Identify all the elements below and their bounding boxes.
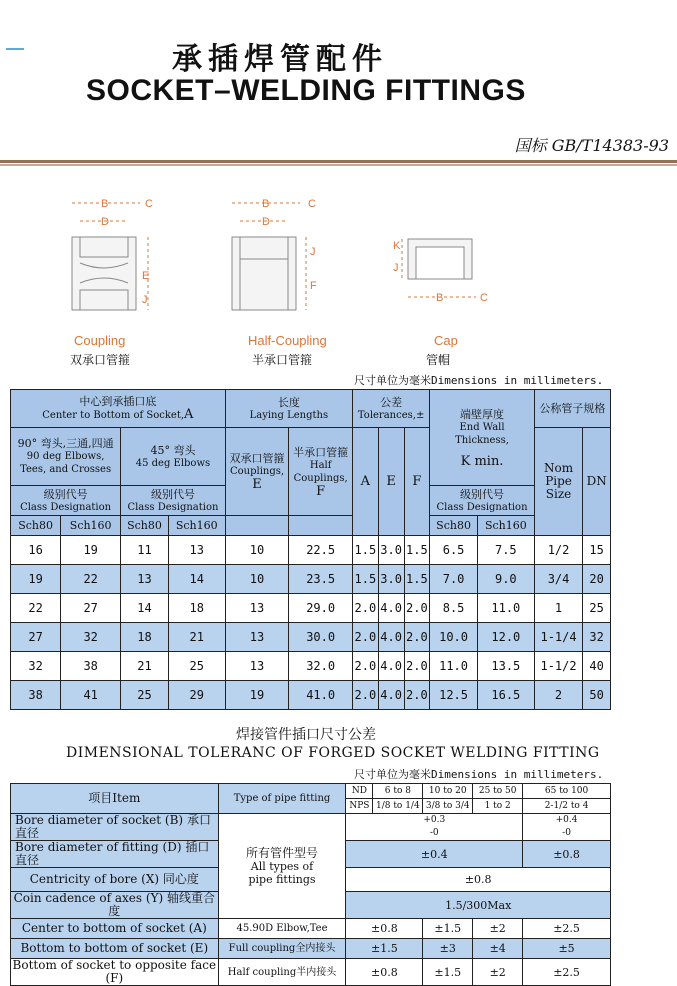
logo-mark [6,48,24,50]
section2-title-en: DIMENSIONAL TOLERANC OF FORGED SOCKET WELDING FITTING [66,745,600,761]
half-en: Half [309,459,332,471]
col-header-tolerance [352,390,429,428]
wall-header-k: K min. [460,453,504,469]
table-cell: 25 [121,681,169,710]
table-cell: 19 [61,536,121,565]
nd-value: 65 to 100 [523,784,611,799]
coup-e: E [252,477,262,492]
half-dim-b: B [262,198,270,210]
half-en2: Couplings, [293,472,348,484]
table-cell: 11 [121,536,169,565]
half-coupling-label-cn: 半承口管箍 [252,353,313,367]
table-cell: 13 [168,536,225,565]
sch160-header: Sch160 [477,516,534,536]
col-header-nps [534,428,582,536]
table-row [11,565,611,594]
table-cell: 2 [534,681,582,710]
nd-value: 6 to 8 [373,784,423,799]
tol-value: ±1.5 [423,959,473,986]
standard-code: 国标 GB/T14383-93 [514,136,669,155]
nps-value: 1/8 to 1/4 [373,799,423,814]
table-cell: 29 [168,681,225,710]
cap-dim-k: K [393,240,401,252]
sch80-header: Sch80 [121,516,169,536]
row-label: Bore diameter of socket (B) [15,813,184,827]
table-cell: 38 [61,652,121,681]
h90-cn: 90° 弯头,三通,四通 [17,437,114,450]
table-cell: 22.5 [289,536,353,565]
col-header-tol-e: E [378,428,404,536]
sch80-header: Sch80 [11,516,61,536]
laying-header-en: Laying Lengths [249,409,329,421]
class-en: Class Designation [127,501,219,513]
table-cell: 20 [583,565,611,594]
item-header: 项目Item [11,784,219,814]
tol-value: ±5 [523,939,611,959]
table-cell: 32 [61,623,121,652]
table-row [11,623,611,652]
table-cell: 41 [61,681,121,710]
table-cell: 2.0 [352,623,378,652]
table-cell: 4.0 [378,652,404,681]
type-half-coupling: Half coupling半内接头 [218,959,346,986]
table-cell: 27 [61,594,121,623]
col-header-laying [225,390,352,428]
nd-value: 10 to 20 [423,784,473,799]
h90-en: 90 deg Elbows, [26,451,105,462]
blank-cell [289,516,353,536]
table-cell: 16 [11,536,61,565]
page-title-en: SOCKET–WELDING FITTINGS [86,74,526,107]
table-cell: 32.0 [289,652,353,681]
coupling-dim-b: B [101,198,109,210]
row-label: Centricity of bore (X) [29,872,160,886]
class-cn: 级别代号 [150,487,195,501]
tolerance-table [10,783,611,986]
table-cell: 2.0 [404,594,430,623]
row-label-cn: 承口直径 [15,813,211,840]
row-coincidence [11,892,219,919]
bore-socket-tol-2 [523,814,611,841]
dimensions-table [10,389,611,710]
table-cell: 41.0 [289,681,353,710]
nps-value: 3/8 to 3/4 [423,799,473,814]
cap-dim-c: C [480,292,488,304]
half-f: F [316,483,326,499]
center-header-cn: 中心到承插口底 [79,395,157,408]
table-cell: 7.5 [477,536,534,565]
table-cell: 32 [583,623,611,652]
col-header-nominal: 公称管子规格 [534,390,610,428]
row-label: Coin cadence of axes (Y) [13,891,164,905]
table-cell: 13 [225,594,289,623]
col-header-90deg [11,428,121,486]
coup-en: Couplings, [230,466,285,477]
section2-title-cn: 焊接管件插口尺寸公差 [236,727,376,743]
h45-cn: 45° 弯头 [150,443,196,457]
table-cell: 1.5 [352,565,378,594]
nps-label: NPS [346,799,373,814]
table-cell: 14 [121,594,169,623]
cap-diagram [402,239,476,297]
table-cell: 3.0 [378,536,404,565]
coupling-dim-e: E [142,270,150,282]
sch160-header: Sch160 [61,516,121,536]
half-cn: 半承口管箍 [293,445,349,459]
table-row [11,681,611,710]
bore-fitting-tol-2: ±0.8 [523,841,611,868]
table-cell: 2.0 [352,594,378,623]
table-cell: 25 [168,652,225,681]
col-header-coupling-e [225,428,289,516]
h45-en: 45 deg Elbows [135,457,211,469]
table-cell: 38 [11,681,61,710]
table-cell: 13 [225,652,289,681]
sch160-header: Sch160 [168,516,225,536]
cap-dim-j: J [393,262,399,274]
table-cell: 18 [121,623,169,652]
tol-minus: -0 [429,828,439,838]
tol-value: ±2 [473,959,523,986]
table-cell: 1.5 [404,536,430,565]
col-header-45deg [121,428,226,486]
table-cell: 1-1/4 [534,623,582,652]
table-cell: 1 [534,594,582,623]
table-cell: 1.5 [404,565,430,594]
page-title-cn: 承插焊管配件 [172,42,388,77]
table-cell: 30.0 [289,623,353,652]
coup-cn: 双承口管箍 [229,452,285,465]
half-dim-f: F [310,280,317,292]
col-header-wall [430,390,535,486]
half-dim-j: J [310,246,316,258]
coupling-label-en: Coupling [74,333,126,348]
nd-label: ND [346,784,373,799]
class-en: Class Designation [436,501,528,513]
table-cell: 11.0 [430,652,478,681]
table-cell: 3.0 [378,565,404,594]
blank-cell [225,516,289,536]
tol-value: ±0.8 [346,959,423,986]
bore-fitting-tol-1: ±0.4 [346,841,523,868]
header-rule-light [0,164,677,166]
all-types-en2: pipe fittings [248,872,316,886]
table-cell: 2.0 [404,681,430,710]
row-center-to-bottom: Center to bottom of socket (A) [11,919,219,939]
class-designation-90 [11,486,121,516]
coincidence-tol: 1.5/300Max [346,892,611,919]
tol-value: ±1.5 [346,939,423,959]
tol-minus: -0 [562,828,571,838]
table-row [11,652,611,681]
section2-unit-note: 尺寸单位为毫米Dimensions in millimeters. [354,768,604,781]
wall-header-en2: Thickness, [455,434,509,446]
nom-en2: Pipe [545,474,572,488]
cap-label-en: Cap [434,333,458,348]
table-cell: 1/2 [534,536,582,565]
tol-value: ±4 [473,939,523,959]
table-cell: 25 [583,594,611,623]
laying-header-cn: 长度 [277,395,300,409]
table-cell: 21 [168,623,225,652]
table-cell: 16.5 [477,681,534,710]
class-en: Class Designation [20,501,112,513]
coupling-dim-d: D [101,216,109,228]
table-cell: 10.0 [430,623,478,652]
table-cell: 1-1/2 [534,652,582,681]
tol-value: ±2.5 [523,959,611,986]
table-cell: 13.5 [477,652,534,681]
table-cell: 2.0 [404,623,430,652]
table-cell: 15 [583,536,611,565]
coupling-dim-c: C [145,198,153,210]
tol-value: ±1.5 [423,919,473,939]
center-header-a: A [184,407,194,422]
table-cell: 7.0 [430,565,478,594]
row-label-cn: 同心度 [162,872,199,886]
sch80-header: Sch80 [430,516,478,536]
table-cell: 19 [225,681,289,710]
wall-header-en: End Wall [459,421,505,433]
class-cn: 级别代号 [460,487,505,501]
table-cell: 11.0 [477,594,534,623]
center-header-en: Center to Bottom of Socket, [42,410,185,421]
table-cell: 19 [11,565,61,594]
table-cell: 1.5 [352,536,378,565]
coupling-label-cn: 双承口管箍 [70,353,131,367]
all-types-en: All types of [250,859,314,873]
tolerance-header-en: Tolerances,± [357,409,425,421]
table-row [11,594,611,623]
table-row [11,536,611,565]
col-header-center [11,390,226,428]
col-header-half-f [289,428,353,516]
table-cell: 32 [11,652,61,681]
table-cell: 2.0 [404,652,430,681]
col-header-tol-a: A [352,428,378,536]
table-cell: 3/4 [534,565,582,594]
table-cell: 10 [225,536,289,565]
table-cell: 14 [168,565,225,594]
col-header-tol-f: F [404,428,430,536]
tol-value: ±0.8 [346,919,423,939]
row-bore-fitting [11,841,219,868]
table-cell: 29.0 [289,594,353,623]
table-cell: 18 [168,594,225,623]
wall-header-cn: 端壁厚度 [460,407,505,421]
nom-en: Nom [543,461,574,475]
coupling-dim-j: J [142,294,148,306]
half-dim-d: D [262,216,270,228]
class-designation-wall [430,486,535,516]
row-label-cn: 轴线重合度 [108,891,216,918]
unit-note: 尺寸单位为毫米Dimensions in millimeters. [354,374,604,387]
table-cell: 2.0 [352,652,378,681]
table-cell: 13 [121,565,169,594]
table-cell: 2.0 [352,681,378,710]
nps-value: 2-1/2 to 4 [523,799,611,814]
table-cell: 50 [583,681,611,710]
table-cell: 4.0 [378,681,404,710]
table-cell: 12.5 [430,681,478,710]
table-cell: 23.5 [289,565,353,594]
cap-label-cn: 管帽 [426,353,451,367]
nd-value: 25 to 50 [473,784,523,799]
class-cn: 级别代号 [43,487,88,501]
table-cell: 6.5 [430,536,478,565]
cap-dim-b: B [436,292,444,304]
row-bottom-to-face: Bottom of socket to opposite face (F) [11,959,219,986]
tol-plus: +0.4 [555,815,578,825]
centricity-tol: ±0.8 [346,868,611,892]
coupling-diagram [72,203,148,310]
all-types-cn: 所有管件型号 [246,845,319,860]
tol-plus: +0.3 [423,815,446,825]
header-rule [0,160,677,163]
table-cell: 22 [61,565,121,594]
half-coupling-label-en: Half-Coupling [248,333,327,348]
table-cell: 4.0 [378,623,404,652]
table-cell: 22 [11,594,61,623]
h90-en2: Tees, and Crosses [20,464,112,475]
table-cell: 40 [583,652,611,681]
class-designation-45 [121,486,226,516]
table-cell: 12.0 [477,623,534,652]
tolerance-header-cn: 公差 [380,395,403,409]
col-header-dn: DN [583,428,611,536]
half-dim-c: C [308,198,316,210]
table-cell: 27 [11,623,61,652]
table-cell: 21 [121,652,169,681]
row-centricity [11,868,219,892]
nps-value: 1 to 2 [473,799,523,814]
type-header: Type of pipe fitting [218,784,346,814]
nom-en3: Size [545,487,572,501]
tol-value: ±3 [423,939,473,959]
bore-socket-tol-1 [346,814,523,841]
table-cell: 8.5 [430,594,478,623]
tol-value: ±2 [473,919,523,939]
row-bore-socket [11,814,219,841]
table-cell: 13 [225,623,289,652]
row-label-cn: 插口直径 [15,840,210,867]
tol-value: ±2.5 [523,919,611,939]
table-cell: 10 [225,565,289,594]
table-cell: 9.0 [477,565,534,594]
row-label: Bore diameter of fitting (D) [15,840,182,854]
type-elbow-tee: 45.90D Elbow,Tee [218,919,346,939]
all-types-cell [218,814,346,919]
table-cell: 4.0 [378,594,404,623]
row-bottom-to-bottom: Bottom to bottom of socket (E) [11,939,219,959]
type-full-coupling: Full coupling全内接头 [218,939,346,959]
